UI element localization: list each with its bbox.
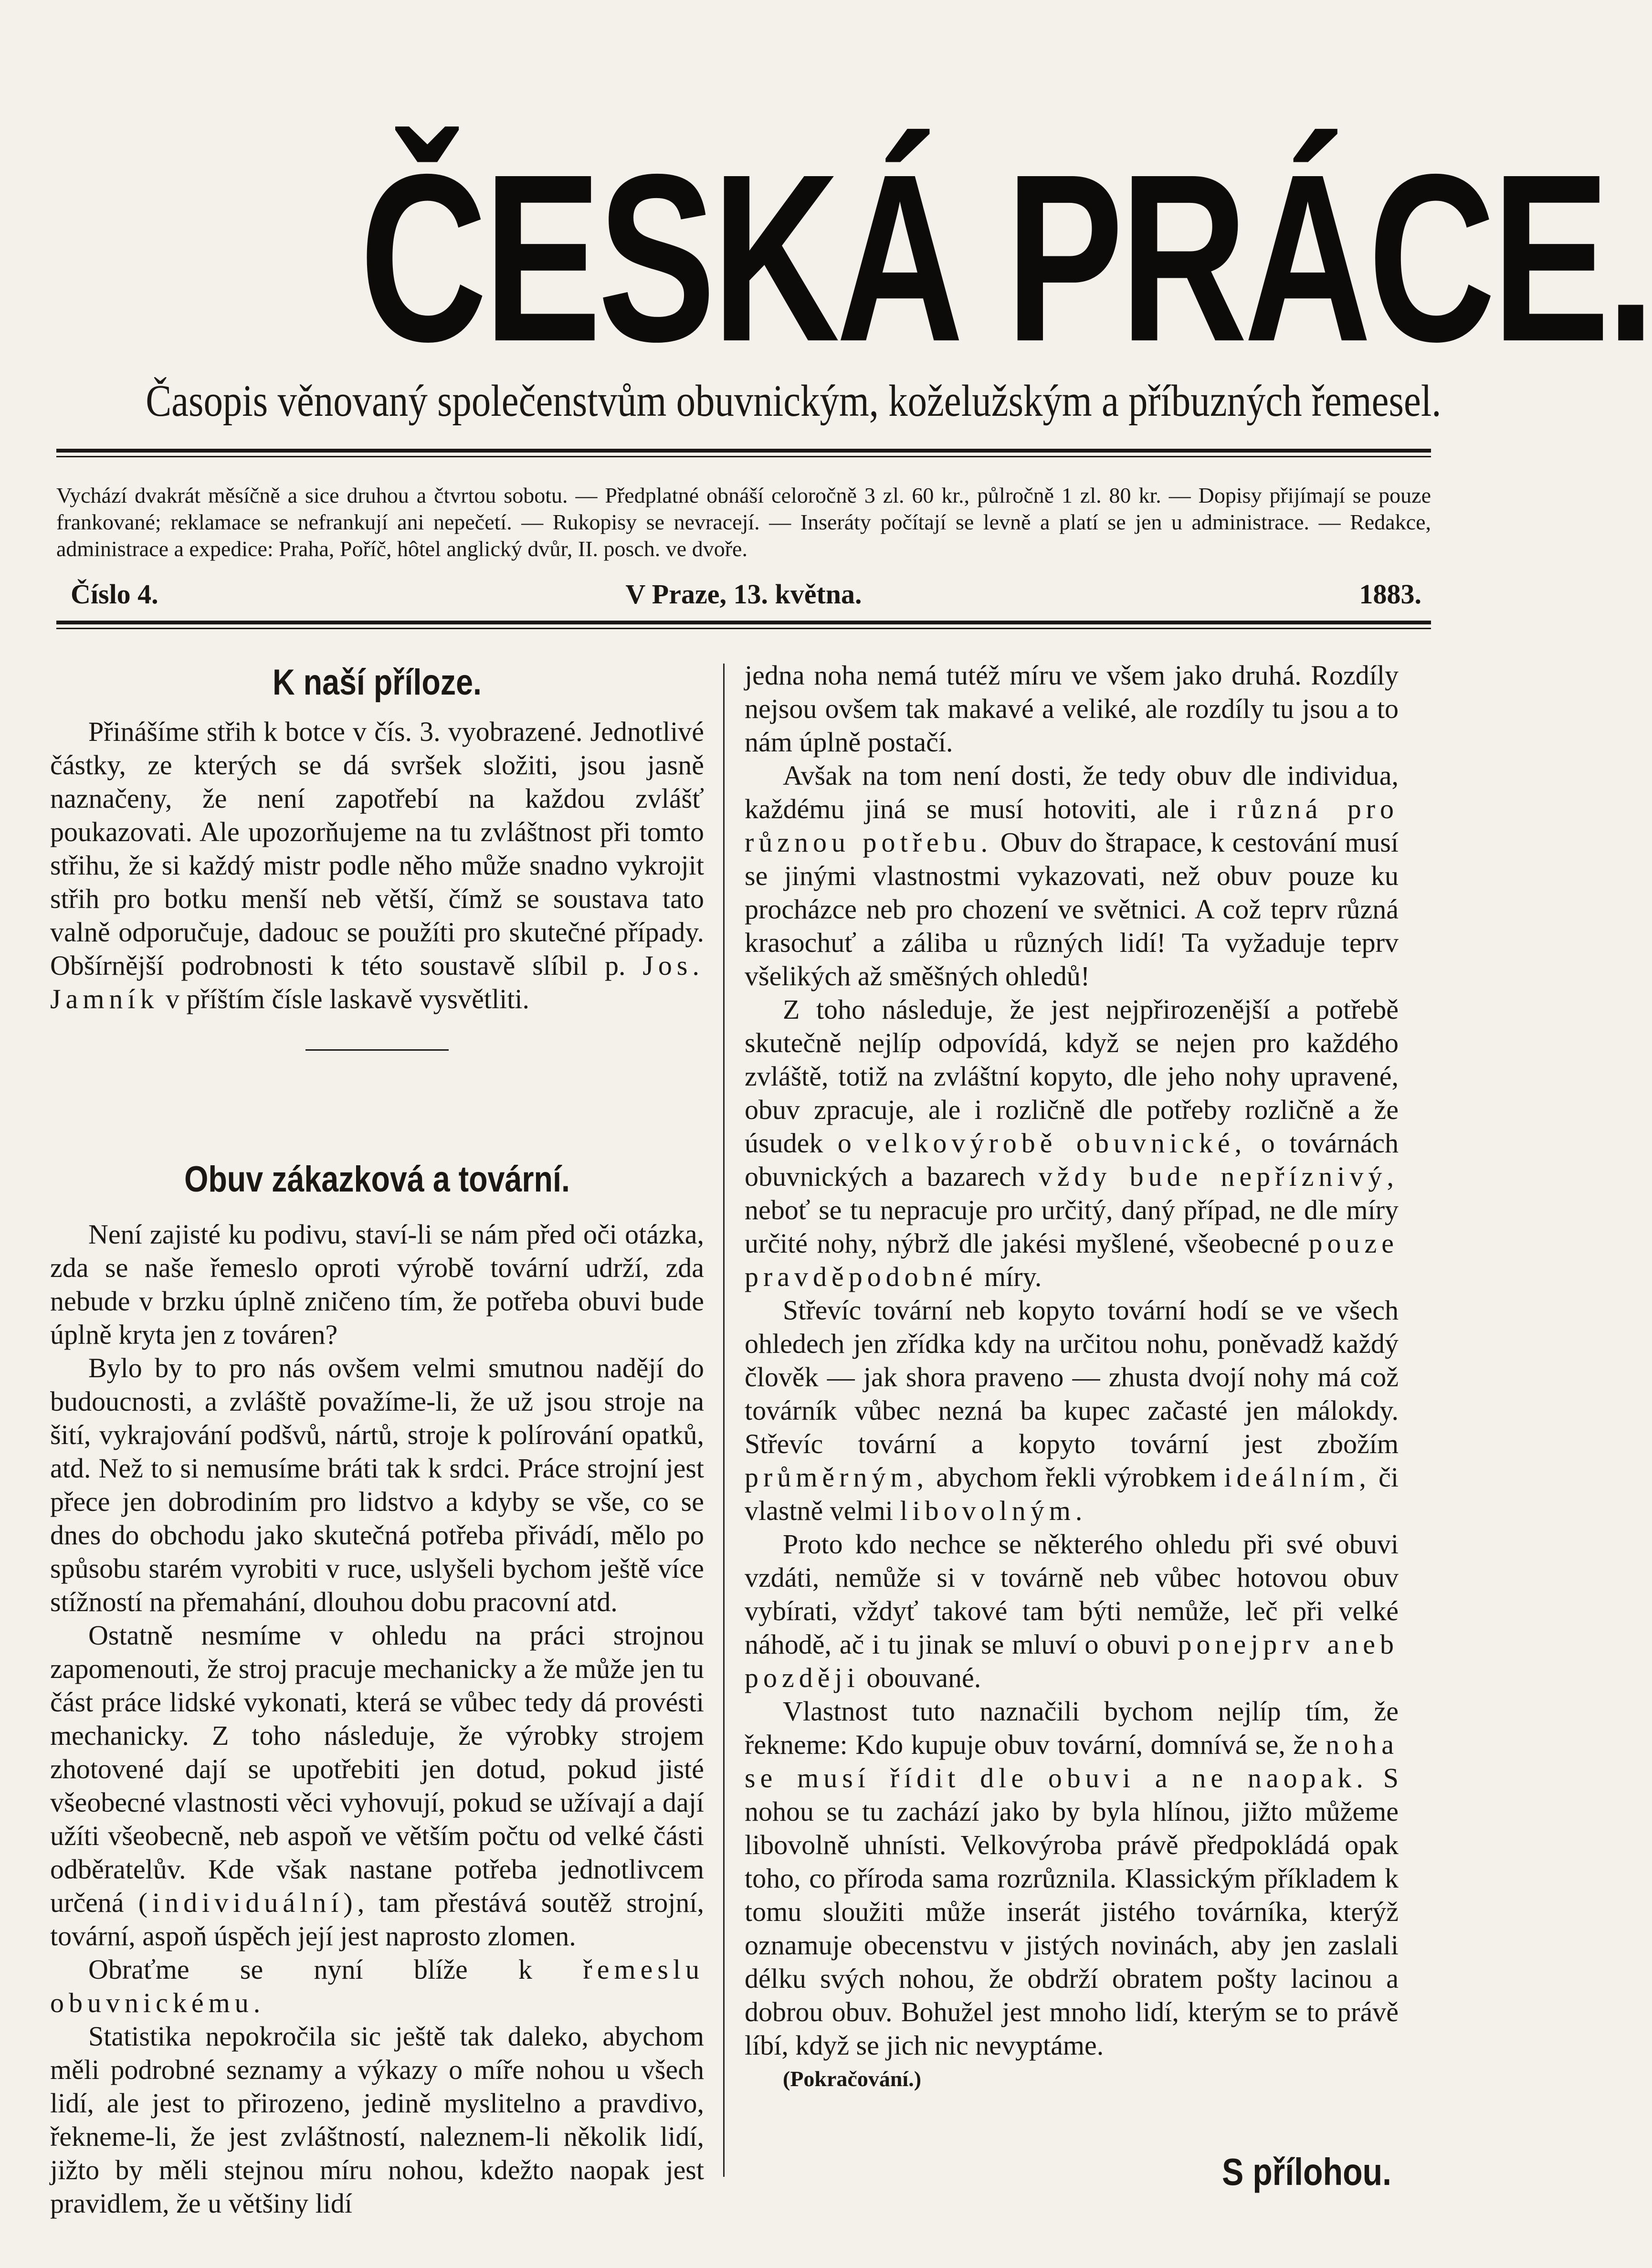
article-paragraph: Není zajisté ku podivu, staví-li se nám před oči otázka, zda se naše řemeslo oproti výrobě tovární udrží, zda nebude v brzku úplně zničeno tím, že potřeba obuvi bude úplně kryta jen z továren?	[50, 1219, 704, 1350]
text-run: Přinášíme střih k botce v čís. 3. vyobrazené. Jednotlivé částky, ze kterých se dá svršek složiti, jsou jasně naznačeny, že není zapotřebí na každou zvlášť poukazovati. Ale upozorňujeme na tu zvláštnost při tomto střihu, že si každý mistr podle něho může snadno vykrojit střih pro botku menší neb větší, čímž se soustava tato valně odporučuje, dadouc se použíti pro skutečné případy. Obšírnější podrobnosti k této soustavě slíbil p.	[50, 716, 704, 981]
section-separator	[305, 1049, 449, 1051]
supplement-note: S přílohou.	[1222, 2151, 1392, 2193]
masthead-title: ČESKÁ PRÁCE.	[359, 124, 1652, 391]
header-rule-bottom	[56, 621, 1431, 624]
text-run: Obuv do štrapace, k cestování musí se jinými vlastnostmi vykazovati, než obuv pouze ku procházce neb pro chození ve světnici. A což teprv různá krasochuť a záliba u různých lidí! Ta vyžaduje teprv všelikých až směšných ohledů!	[745, 827, 1399, 992]
issue-number: Číslo 4.	[71, 579, 158, 610]
issue-year: 1883.	[1359, 579, 1421, 610]
text-run: o továrnách obuvnických a bazarech	[745, 1128, 1399, 1192]
text-run: Z toho následuje, že jest nejpřirozenější a potřebě skutečně nejlíp odpovídá, když se nejen pro každého zvláště, totiž na zvláštní kopyto, dle jeho nohy upravené, obuv zpracuje, ale i rozličně dle potřeby rozličně a že úsudek o	[745, 994, 1399, 1159]
masthead-subtitle: Časopis věnovaný společenstvům obuvnickým, koželužským a příbuzných řemesel.	[146, 376, 1442, 426]
text-run: Obraťme se nyní blíže k	[88, 1954, 533, 1985]
article-paragraph	[50, 1619, 704, 1953]
header-rule-top-thin	[56, 456, 1431, 457]
subscription-info: Vychází dvakrát měsíčně a sice druhou a čtvrtou sobotu. — Předplatné obnáší celoročně 3 zl. 60 kr., půlročně 1 zl. 80 kr. — Dopisy přijímají se pouze frankované; reklamace se nefrankují ani nepečetí. — Rukopisy se nevracejí. — Inseráty počítají se levně a platí se jen u administrace. — Redakce, administrace a expedice: Praha, Poříč, hôtel anglický dvůr, II. posch. ve dvoře.	[56, 483, 1431, 561]
header-rule-top	[56, 449, 1431, 453]
emphasis: noha se musí řídit dle obuvi a ne naopak.	[745, 1729, 1399, 1793]
text-run: obouvané.	[866, 1662, 981, 1693]
text-run: Avšak na tom není dosti, že tedy obuv dle individua, každému jiná se musí hotoviti, ale i	[745, 760, 1399, 824]
article-paragraph	[745, 1528, 1399, 1695]
article-paragraph	[745, 759, 1399, 993]
text-run: či vlastně velmi	[745, 1462, 1399, 1526]
article-paragraph	[745, 993, 1399, 1294]
emphasis: různá pro různou potřebu.	[745, 793, 1399, 858]
emphasis: průměrným,	[745, 1462, 929, 1493]
issue-line	[56, 575, 1431, 613]
text-run: Vlastnost tuto naznačili bychom nejlíp tím, že řekneme: Kdo kupuje obuv tovární, domnívá se, že	[745, 1696, 1399, 1760]
text-run: abychom řekli výrobkem	[936, 1462, 1217, 1493]
emphasis: libovolným.	[900, 1495, 1087, 1526]
text-run: neboť se tu nepracuje pro určitý, daný případ, ne dle míry určité nohy, nýbrž dle jakési myšlené, všeobecné	[745, 1194, 1399, 1259]
text-run: Proto kdo nechce se některého ohledu při své obuvi vzdáti, nemůže si v továrně neb vůbec hotovou obuv vybírati, vždyť takové tam býti nemůže, leč při velké náhodě, ač i tu jinak se mluví o obuvi	[745, 1529, 1399, 1660]
emphasis: ponejprv aneb později	[745, 1629, 1399, 1693]
text-run: Střevíc tovární neb kopyto tovární hodí se ve všech ohledech jen zřídka kdy na určitou nohu, poněvadž každý člověk — jak shora praveno — zhusta dvojí nohy má což továrník vůbec nezná ba kupec začasté jen málokdy. Střevíc tovární a kopyto tovární jest zbožím	[745, 1295, 1399, 1459]
emphasis: (individuální)	[138, 1887, 358, 1918]
article-paragraph: jedna noha nemá tutéž míru ve všem jako druhá. Rozdíly nejsou ovšem tak makavé a veliké, ale rozdíly tu jsou a to nám úplně postačí.	[745, 660, 1399, 758]
emphasis: vždy bude nepříznivý,	[1038, 1161, 1399, 1192]
article-title-obuv: Obuv zákazková a tovární.	[184, 1159, 570, 1200]
author-name: Jos. Jamník	[50, 950, 704, 1014]
right-column	[745, 659, 1399, 2096]
text-run: , tam přestává soutěž strojní, tovární, aspoň úspěch její jest naprosto zlomen.	[50, 1887, 705, 1952]
emphasis: ideálním,	[1224, 1462, 1371, 1493]
article-paragraph	[745, 1294, 1399, 1528]
left-column	[50, 659, 704, 2220]
article-paragraph	[745, 1695, 1399, 2062]
article-paragraph	[50, 1953, 704, 2020]
emphasis: pouze pravděpodobné	[745, 1228, 1399, 1292]
column-divider	[723, 664, 725, 2177]
text-run: Ostatně nesmíme v ohledu na práci strojnou zapomenouti, že stroj pracuje mechanicky a že může jen tu část práce lidské vykonati, která se vůbec tedy dá provésti mechanicky. Z toho následuje, že výrobky strojem zhotovené dají se upotřebiti jen dotud, pokud jisté všeobecné vlastnosti věci vyhovují, pokud se užívají a dají užíti všeobecně, neb aspoň ve větším počtu od velké části odběratelův. Kde však nastane potřeba jednotlivcem určená	[50, 1620, 704, 1918]
text-run: S nohou se tu zachází jako by byla hlínou, jižto můžeme libovolně uhnísti. Velkovýroba právě předpokládá opak toho, co příroda sama rozrůznila. Klassickým příkladem k tomu sloužiti může inserát jistého továrníka, kterýž oznamuje obecenstvu v jistých novinách, aby jen zaslali délku svých nohou, že obdrží obratem pošty lacinou a dobrou obuv. Bohužel jest mnoho lidí, kterým se to právě líbí, když se jich nic nevyptáme.	[745, 1762, 1399, 2061]
text-run: míry.	[984, 1261, 1042, 1292]
article-paragraph	[50, 715, 704, 1016]
text-run: v příštím čísle laskavě vysvětliti.	[166, 983, 529, 1014]
article-paragraph: Statistika nepokročila sic ještě tak daleko, abychom měli podrobné seznamy a výkazy o míře nohou u všech lidí, ale jest to přirozeno, jedině myslitelno a pravdivo, řekneme-li, že jest zvláštností, naleznem-li několik lidí, jižto by měli stejnou míru nohou, kdežto naopak jest pravidlem, že u většiny lidí	[50, 2021, 704, 2219]
article-title-priloha: K naší příloze.	[273, 662, 482, 703]
issue-date: V Praze, 13. května.	[625, 579, 862, 610]
emphasis: velkovýrobě obuvnické,	[866, 1128, 1247, 1159]
article-paragraph: Bylo by to pro nás ovšem velmi smutnou nadějí do budoucnosti, a zvláště považíme-li, že už jsou stroje na šití, vykrajování podšvů, nártů, stroje k polírování opatků, atd. Než to si nemusíme bráti tak k srdci. Práce strojní jest přece jen dobrodiním pro lidstvo a kdyby se vše, co se dnes do obchodu jako skutečná potřeba přivádí, mělo po spůsobu starém vyrobiti v ruce, uslyšeli bychom ještě více stížností na přemahání, dlouhou dobu pracovní atd.	[50, 1352, 704, 1617]
continued-note: (Pokračování.)	[783, 2067, 922, 2091]
header-rule-bottom-thin	[56, 628, 1431, 629]
emphasis: řemeslu obuvnickému.	[50, 1954, 705, 2018]
